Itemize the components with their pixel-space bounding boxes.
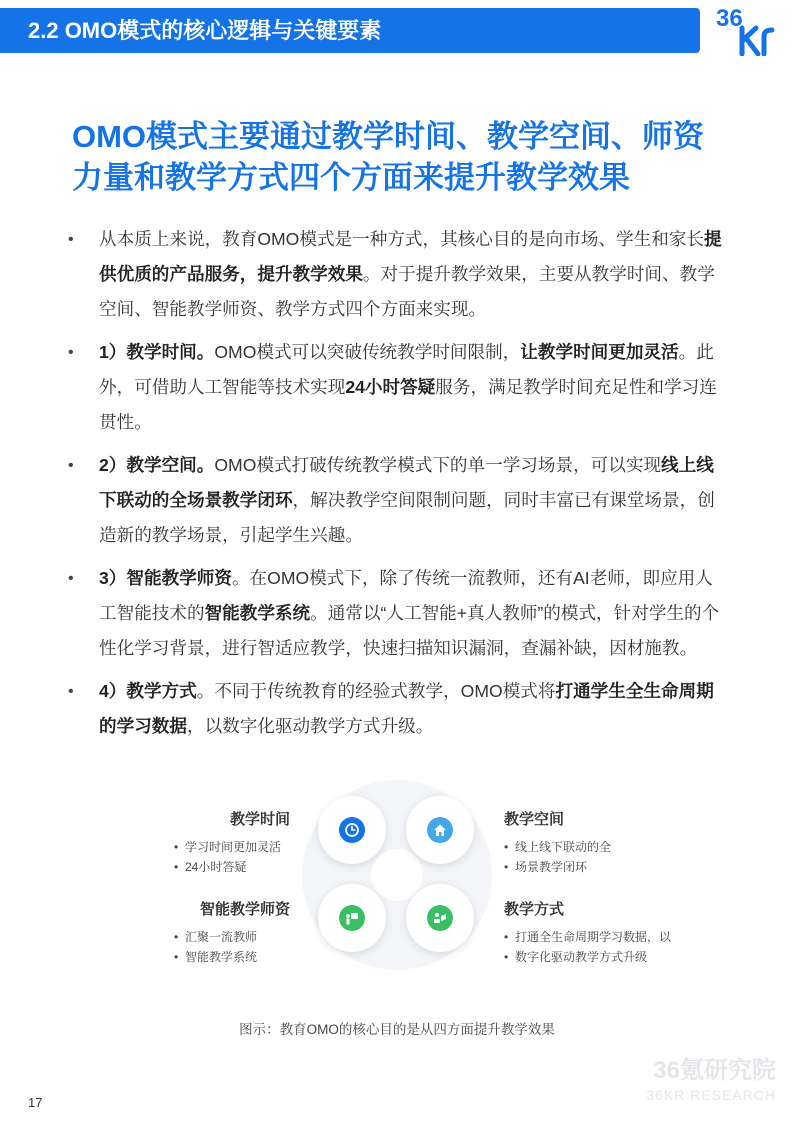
method-node — [406, 884, 474, 952]
headline-line-1: OMO模式主要通过教学时间、教学空间、师资 — [72, 119, 705, 154]
body-text: 。不同于传统教育的经验式教学，OMO模式将 — [196, 681, 556, 701]
space-node — [406, 796, 474, 864]
body-text: 服务，满足教学时间充足性和学习连贯性。 — [99, 377, 717, 432]
bullet-paragraph — [68, 448, 728, 553]
clock-icon — [344, 822, 360, 838]
bullet-paragraph — [68, 335, 728, 440]
body-text: 。对于提升教学效果，主要从教学时间、教学空间、智能教学师资、教学方式四个方面来实现。 — [99, 264, 715, 319]
list-item: • 24小时答疑 — [174, 857, 281, 877]
brand-logo — [716, 0, 794, 56]
svg-text:36: 36 — [716, 5, 743, 32]
space-list — [504, 837, 611, 877]
list-item: • 场景教学闭环 — [504, 857, 611, 877]
time-node — [318, 796, 386, 864]
headline-line-2: 力量和教学方式四个方面来提升教学效果 — [72, 160, 630, 195]
bullet-dot-icon: • — [68, 457, 74, 474]
bold-text: 线上线下联动的全场景教学闭环 — [99, 455, 714, 510]
page-headline — [72, 116, 752, 198]
teacher-title: 智能教学师资 — [200, 901, 291, 918]
bullet-paragraph — [68, 674, 728, 744]
list-item: • 打通全生命周期学习数据，以 — [504, 927, 671, 947]
section-header-bar — [0, 8, 700, 53]
classroom-icon — [432, 910, 448, 926]
body-text: 。此外，可借助人工智能等技术实现 — [99, 342, 714, 397]
bold-text: 提供优质的产品服务，提升教学效果 — [99, 229, 722, 284]
bold-text: 24小时答疑 — [345, 377, 436, 397]
body-text: 从本质上来说，教育OMO模式是一种方式，其核心目的是向市场、学生和家长 — [99, 229, 705, 249]
bullet-dot-icon: • — [68, 231, 74, 248]
teacher-icon — [344, 910, 360, 926]
body-text: OMO模式可以突破传统教学时间限制， — [214, 342, 521, 362]
bold-text: 4）教学方式 — [99, 681, 197, 701]
teacher-list — [174, 927, 257, 967]
page-number: 17 — [28, 1095, 43, 1110]
bullet-dot-icon: • — [68, 570, 74, 587]
bullet-list — [68, 222, 728, 752]
bold-text: 3）智能教学师资 — [99, 568, 232, 588]
list-item: • 智能教学系统 — [174, 947, 257, 967]
list-item: • 汇聚一流教师 — [174, 927, 257, 947]
list-item: • 线上线下联动的全 — [504, 837, 611, 857]
bold-text: 1）教学时间。 — [99, 342, 215, 362]
bold-text: 智能教学系统 — [204, 603, 311, 623]
section-title: 2.2 OMO模式的核心逻辑与关键要素 — [28, 18, 382, 43]
bold-text: 2）教学空间。 — [99, 455, 215, 475]
teacher-node — [318, 884, 386, 952]
method-list — [504, 927, 671, 967]
list-item: • 数字化驱动教学方式升级 — [504, 947, 671, 967]
watermark-en: 36KR RESEARCH — [646, 1087, 776, 1103]
body-text: ，解决教学空间限制问题，同时丰富已有课堂场景，创造新的教学场景，引起学生兴趣。 — [99, 490, 715, 545]
list-item: • 学习时间更加灵活 — [174, 837, 281, 857]
bold-text: 打通学生全生命周期的学习数据 — [99, 681, 714, 736]
watermark — [634, 1056, 776, 1104]
watermark-cn: 36氪研究院 — [653, 1057, 776, 1084]
figure-caption: 图示：教育OMO的核心目的是从四方面提升教学效果 — [239, 1022, 555, 1037]
method-title: 教学方式 — [504, 901, 565, 918]
body-text: 。通常以“人工智能+真人教师”的模式，针对学生的个性化学习背景，进行智适应教学，快速扫描知识漏洞，查漏补缺，因材施教。 — [99, 603, 720, 658]
bullet-paragraph — [68, 561, 728, 666]
home-icon — [432, 822, 448, 838]
bullet-dot-icon: • — [68, 344, 74, 361]
omo-diagram — [0, 770, 794, 990]
body-text: OMO模式打破传统教学模式下的单一学习场景，可以实现 — [214, 455, 662, 475]
space-title: 教学空间 — [504, 811, 565, 828]
bullet-dot-icon: • — [68, 683, 74, 700]
time-list — [174, 837, 281, 877]
bullet-paragraph — [68, 222, 728, 327]
time-title: 教学时间 — [230, 811, 291, 828]
body-text: ，以数字化驱动教学方式升级。 — [186, 716, 434, 736]
bold-text: 让教学时间更加灵活 — [520, 342, 679, 362]
logo-36kr-icon — [716, 0, 794, 56]
body-text: 。在OMO模式下，除了传统一流教师，还有AI老师，即应用人工智能技术的 — [99, 568, 713, 623]
